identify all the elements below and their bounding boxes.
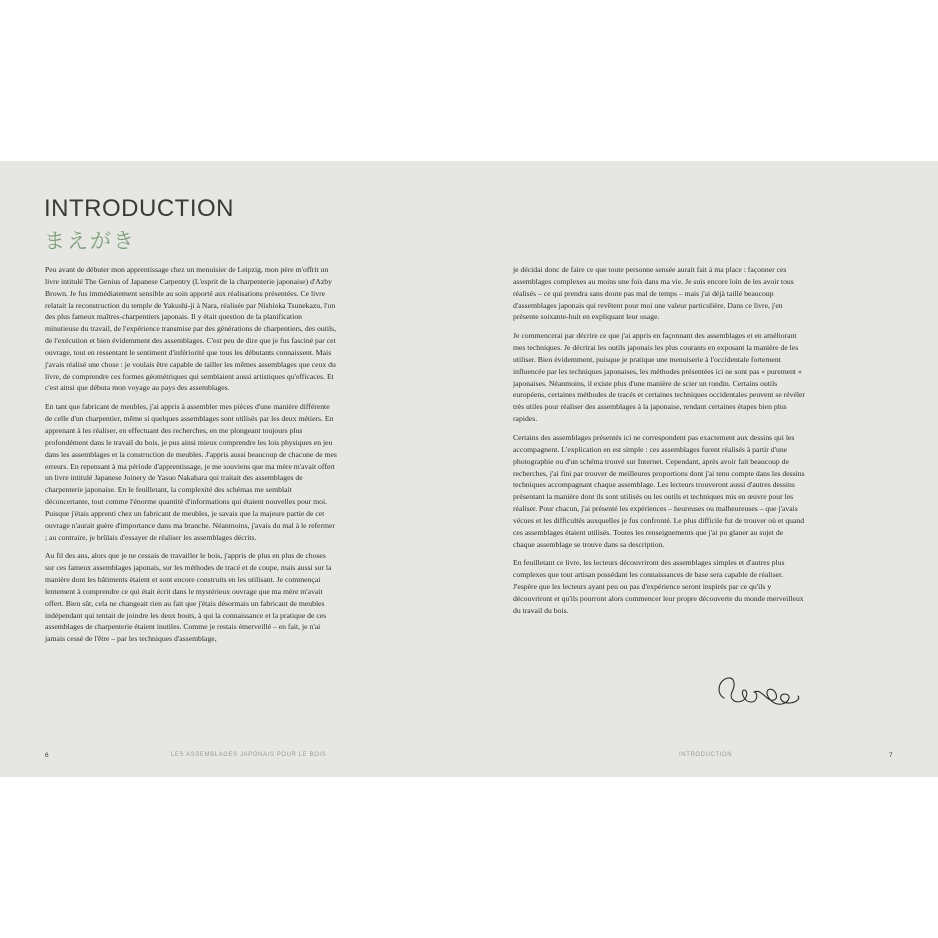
right-paragraph-3: Certains des assemblages présentés ici ne correspondent pas exactement aux dessins qui les accompagnent. L'explication en est simple : ces assemblages furent réalisés à partir d'une photographie ou d'un schéma trouvé sur Internet. Cependant, après avoir fait beaucoup de recherches, j'ai fini par trouver de meilleures proportions dont j'ai tenu compte dans les dessins techniques accompagnant chaque assemblage. Les lecteurs trouveront aussi d'autres dessins présentant la manière dont ils sont utilisés ou les outils et techniques mis en œuvre pour les réaliser. Pour chacun, j'ai présenté les expériences – heureuses ou malheureuses – que j'avais vécues et les difficultés auxquelles je fus confronté. Le plus difficile fut de trouver où et quand ces assemblages étaient utilisés. Toutes les renseignements que j'ai pu glaner au sujet de chaque assemblage se trouve dans sa description. — [513, 432, 805, 549]
book-spread — [0, 161, 938, 777]
right-paragraph-2: Je commencerai par décrire ce que j'ai appris en façonnant des assemblages et en améliorant mes techniques. Je décrirai les outils japonais les plus courants en exposant la manière de les utiliser. Bien évidemment, puisque je pratique une menuiserie à l'occidentale fortement influencée par les techniques japonaises, les méthodes présentées ici ne sont pas « purement » japonaises. Néanmoins, il existe plus d'une manière de scier un rondin. Certains outils européens, certaines méthodes de tracés et certaines techniques occidentales peuvent se révéler très utiles pour réaliser des assemblages à la japonaise, rendant certaines étapes bien plus rapides. — [513, 331, 805, 424]
right-running-title: INTRODUCTION — [679, 752, 733, 758]
left-paragraph-2: En tant que fabricant de meubles, j'ai appris à assembler mes pièces d'une manière différente de celle d'un charpentier, même si quelques assemblages sont utilisés par les deux métiers. En apprenant à les réaliser, en effectuant des recherches, en me plongeant toujours plus profondément dans le travail du bois, je pus ainsi mieux comprendre les lois physiques en jeu dans les assemblages et la construction de meubles. J'appris aussi beaucoup de chacune de mes erreurs. En repensant à ma période d'apprentissage, je me souviens que ma mère m'avait offert un livre intitulé Japanese Joinery de Yasuo Nakahara qui traitait des assemblages de charpenterie japonaise. En le feuilletant, la complexité des schémas me semblait déconcertante, tout comme l'énorme quantité d'informations qui étaient nouvelles pour moi. Puisque j'étais apprenti chez un fabricant de meubles, je savais que la majeure partie de cet ouvrage n'aurait guère d'importance dans ma branche. Néanmoins, j'avais du mal à le refermer ; au contraire, je brûlais d'essayer de réaliser les assemblages décrits. — [45, 402, 337, 542]
right-page-number: 7 — [889, 752, 894, 759]
right-page-text — [513, 264, 805, 624]
chapter-title: INTRODUCTION — [44, 195, 234, 222]
left-running-title: LES ASSEMBLAGES JAPONAIS POUR LE BOIS — [171, 752, 327, 758]
left-paragraph-3: Au fil des ans, alors que je ne cessais de travailler le bois, j'appris de plus en plus de choses sur ces fameux assemblages japonais, sur les méthodes de tracé et de coupe, mais aussi sur la manière dont les bâtiments étaient et sont encore construits en les utilisant. Je commençai lentement à comprendre ce qui était écrit dans le mystérieux ouvrage que ma mère m'avait offert. Bien sûr, cela ne changeait rien au fait que j'étais désormais un fabricant de meubles indépendant qui tentait de joindre les deux bouts, à qui la connaissance et la pratique de ces assemblages de charpenterie étaient inutiles. Comme je restais émerveillé – en fait, je n'ai jamais cessé de l'être – par les techniques d'assemblage, — [45, 551, 332, 644]
left-page-number: 6 — [45, 752, 50, 759]
right-paragraph-1: je décidai donc de faire ce que toute personne sensée aurait fait à ma place : façonner ces assemblages complexes au moins une fois dans ma vie. Je suis encore loin de les avoir tous réalisés – ce qui prendra sans doute pas mal de temps – mais j'ai déjà taillé beaucoup d'assemblages japonais qui revêtent pour moi une valeur particulière. Dans ce livre, j'en présente soixante-huit en expliquant leur usage. — [513, 265, 794, 322]
author-signature — [714, 668, 806, 714]
right-paragraph-4: En feuilletant ce livre, les lecteurs découvriront des assemblages simples et d'autres plus complexes que tout artisan possédant les connaissances de base sera capable de réaliser. J'espère que les lecteurs ayant peu ou pas d'expérience seront inspirés par ce qu'ils y découvriront et qu'ils pourront alors commencer leur propre découverte du monde merveilleux du travail du bois. — [513, 558, 804, 615]
left-page-text — [45, 264, 337, 652]
left-paragraph-1: Peu avant de débuter mon apprentissage chez un menuisier de Leipzig, mon père m'offrit un livre intitulé The Genius of Japanese Carpentry (L'esprit de la charpenterie japonaise) d'Azby Brown. Je fus immédiatement sensible au soin apporté aux réalisations présentées. Ce livre relatait la reconstruction du temple de Yakushi-ji à Nara, réalisée par Nishioka Tsunekazu, l'un des plus fameux maîtres-charpentiers japonais. Il y était question de la planification minutieuse du travail, de l'expérience transmise par des générations de charpentiers, des outils, de l'exécution et bien évidemment des assemblages. C'est peu de dire que je fus fasciné par cet ouvrage, tout en ressentant le sentiment d'infériorité que tous les débutants connaissent. Mais j'avais réalisé une chose : je voulais être capable de tailler les mêmes assemblages que ceux du livre, de comprendre ces formes géométriques qui semblaient aussi artistiques qu'efficaces. Et c'est ainsi que débuta mon voyage au pays des assemblages. — [45, 265, 337, 393]
chapter-title-japanese: まえがき — [44, 229, 136, 253]
